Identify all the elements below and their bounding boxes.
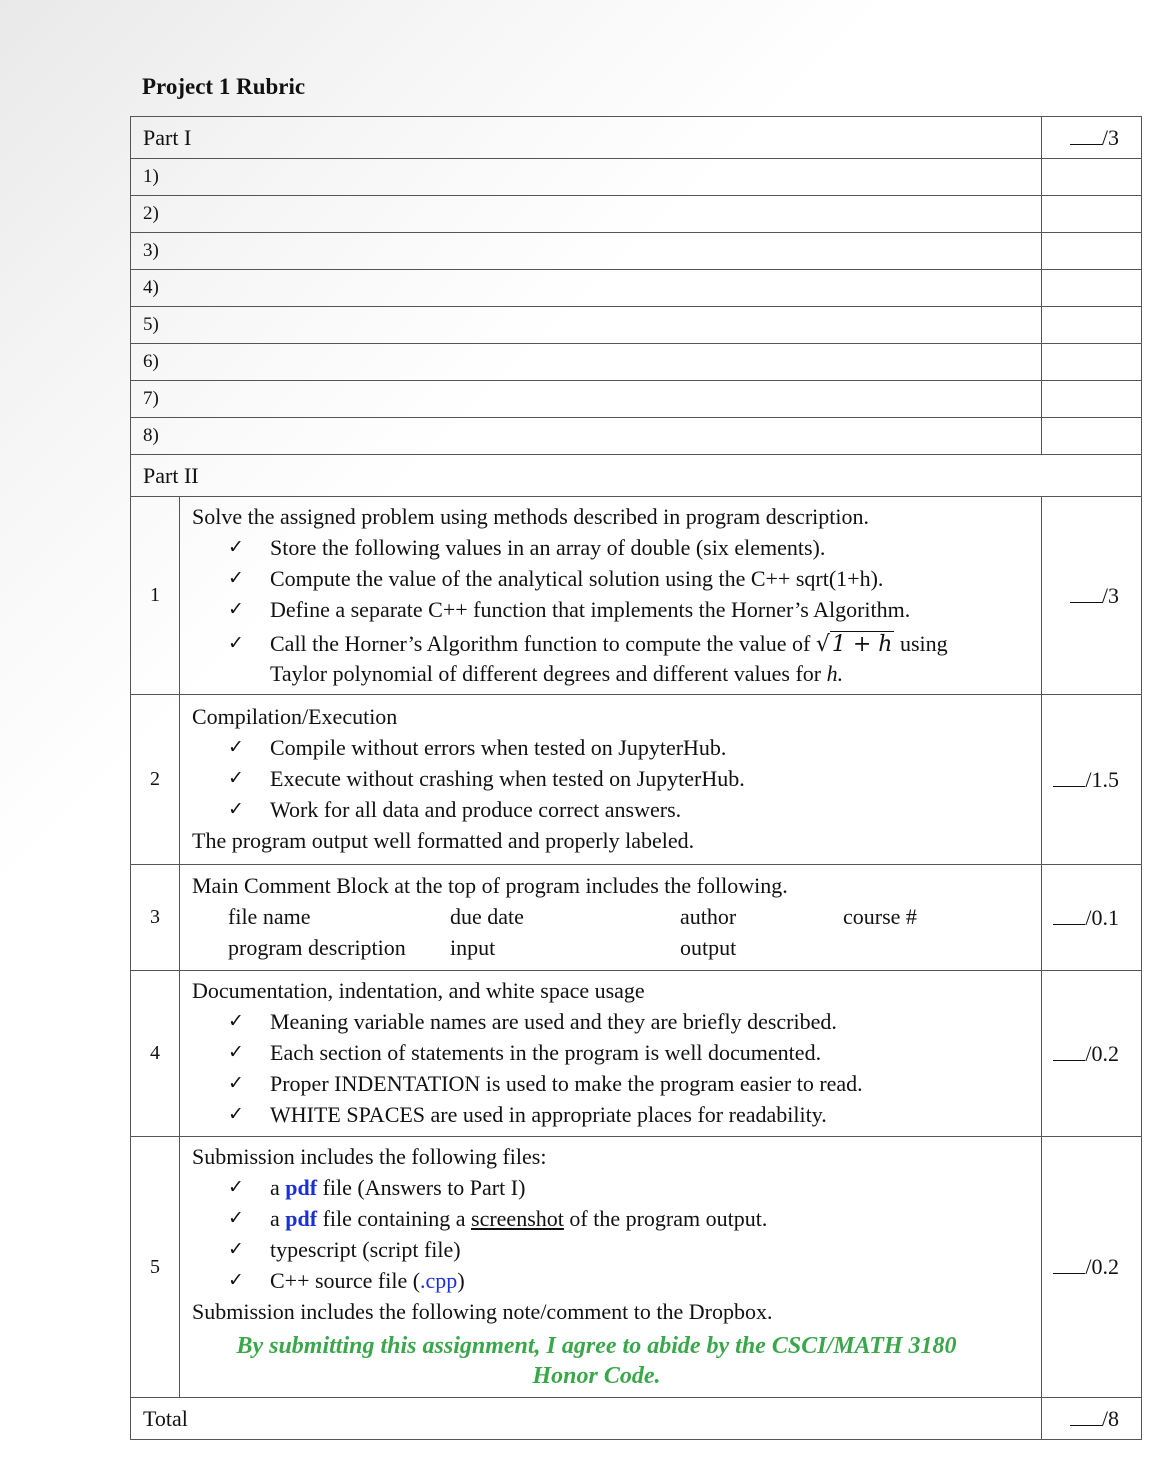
section-4-score: /0.2 (1042, 971, 1142, 1137)
section-intro: Main Comment Block at the top of program includes the following. (192, 873, 788, 898)
section-5-score: /0.2 (1042, 1137, 1142, 1398)
part1-item-6: 6) (131, 344, 1042, 381)
total-row (131, 1398, 1142, 1440)
checklist-item: ✓ Store the following values in an array of double (six elements). (228, 532, 1041, 563)
part1-item-row (131, 270, 1142, 307)
section-1-content (180, 497, 1042, 695)
part1-item-row (131, 344, 1142, 381)
part1-item-3-score (1042, 233, 1142, 270)
part1-item-3: 3) (131, 233, 1042, 270)
total-label: Total (131, 1398, 1042, 1440)
comment-fields-row-1: file name due date author course # (228, 904, 917, 929)
checklist-item: ✓ a pdf file containing a screenshot of the program output. (228, 1203, 1041, 1234)
part1-item-7-score (1042, 381, 1142, 418)
checklist-item: ✓ typescript (script file) (228, 1234, 1041, 1265)
section-2-score: /1.5 (1042, 695, 1142, 865)
part2-label: Part II (131, 455, 1142, 497)
checklist-item: ✓ a pdf file (Answers to Part I) (228, 1172, 1041, 1203)
part1-item-2: 2) (131, 196, 1042, 233)
section-index: 3 (131, 865, 180, 971)
section-3-score: /0.1 (1042, 865, 1142, 971)
check-icon: ✓ (228, 1010, 244, 1032)
check-icon: ✓ (228, 536, 244, 558)
checklist-item: ✓ Define a separate C++ function that implements the Horner’s Algorithm. (228, 594, 1041, 625)
part2-section-1-row (131, 497, 1142, 695)
checklist-item: ✓ Call the Horner’s Algorithm function to compute the value of √1 + h using Taylor polynomial of different degrees and different values for h. (228, 631, 948, 686)
check-icon: ✓ (228, 598, 244, 620)
check-icon: ✓ (228, 632, 244, 654)
part1-item-row (131, 233, 1142, 270)
check-icon: ✓ (228, 1103, 244, 1125)
section-index: 4 (131, 971, 180, 1137)
section-outro: Submission includes the following note/comment to the Dropbox. (192, 1299, 773, 1324)
part1-item-1: 1) (131, 159, 1042, 196)
part1-item-8: 8) (131, 418, 1042, 455)
part1-item-row (131, 381, 1142, 418)
checklist-item: ✓ Compute the value of the analytical solution using the C++ sqrt(1+h). (228, 563, 1041, 594)
checklist-item: ✓ WHITE SPACES are used in appropriate places for readability. (228, 1099, 1041, 1130)
section-outro: The program output well formatted and properly labeled. (192, 828, 695, 853)
rubric-table (130, 116, 1142, 1440)
part1-item-2-score (1042, 196, 1142, 233)
comment-fields-row-2: program description input output (228, 935, 737, 960)
part1-item-row (131, 196, 1142, 233)
check-icon: ✓ (228, 1269, 244, 1291)
section-index: 1 (131, 497, 180, 695)
part2-section-3-row (131, 865, 1142, 971)
checklist-item: ✓ Proper INDENTATION is used to make the program easier to read. (228, 1068, 1041, 1099)
section-intro: Submission includes the following files: (192, 1144, 547, 1169)
checklist-item: ✓ Work for all data and produce correct answers. (228, 794, 1041, 825)
cpp-extension: .cpp (420, 1268, 458, 1293)
part1-item-5-score (1042, 307, 1142, 344)
section-5-content (180, 1137, 1042, 1398)
part2-section-4-row (131, 971, 1142, 1137)
checklist (192, 732, 1041, 825)
checklist-item: ✓ Meaning variable names are used and they are briefly described. (228, 1006, 1041, 1037)
section-index: 5 (131, 1137, 180, 1398)
part1-label: Part I (131, 117, 1042, 159)
check-icon: ✓ (228, 767, 244, 789)
part1-item-row (131, 307, 1142, 344)
pdf-keyword: pdf (285, 1175, 318, 1200)
check-icon: ✓ (228, 1176, 244, 1198)
check-icon: ✓ (228, 567, 244, 589)
check-icon: ✓ (228, 1041, 244, 1063)
page-title: Project 1 Rubric (142, 74, 306, 99)
part1-item-row (131, 418, 1142, 455)
section-1-score: /3 (1042, 497, 1142, 695)
section-3-content (180, 865, 1042, 971)
check-icon: ✓ (228, 736, 244, 758)
section-intro: Solve the assigned problem using methods described in program description. (192, 504, 869, 529)
section-intro: Compilation/Execution (192, 704, 398, 729)
sqrt-expression: √1 + h (815, 632, 893, 657)
part1-item-4: 4) (131, 270, 1042, 307)
checklist (192, 532, 1041, 688)
part1-item-row (131, 159, 1142, 196)
checklist-item: ✓ Compile without errors when tested on JupyterHub. (228, 732, 1041, 763)
section-2-content (180, 695, 1042, 865)
honor-code-statement: By submitting this assignment, I agree to abide by the CSCI/MATH 3180 Honor Code. (236, 1333, 957, 1389)
section-4-content (180, 971, 1042, 1137)
checklist-item: ✓ Each section of statements in the program is well documented. (228, 1037, 1041, 1068)
screenshot-underlined: screenshot (471, 1206, 564, 1231)
checklist-item: ✓ C++ source file (.cpp) (228, 1265, 1041, 1296)
part1-item-4-score (1042, 270, 1142, 307)
part1-item-7: 7) (131, 381, 1042, 418)
part2-header-row (131, 455, 1142, 497)
section-index: 2 (131, 695, 180, 865)
part1-item-8-score (1042, 418, 1142, 455)
checklist (192, 1172, 1041, 1296)
total-score: /8 (1042, 1398, 1142, 1440)
part1-item-1-score (1042, 159, 1142, 196)
checklist (192, 1006, 1041, 1130)
section-intro: Documentation, indentation, and white space usage (192, 978, 645, 1003)
pdf-keyword: pdf (285, 1206, 318, 1231)
check-icon: ✓ (228, 1072, 244, 1094)
part2-section-5-row (131, 1137, 1142, 1398)
checklist-item: ✓ Execute without crashing when tested on JupyterHub. (228, 763, 1041, 794)
part1-header-row (131, 117, 1142, 159)
part2-section-2-row (131, 695, 1142, 865)
part1-item-6-score (1042, 344, 1142, 381)
check-icon: ✓ (228, 1207, 244, 1229)
check-icon: ✓ (228, 1238, 244, 1260)
part1-score: /3 (1042, 117, 1142, 159)
check-icon: ✓ (228, 798, 244, 820)
part1-item-5: 5) (131, 307, 1042, 344)
